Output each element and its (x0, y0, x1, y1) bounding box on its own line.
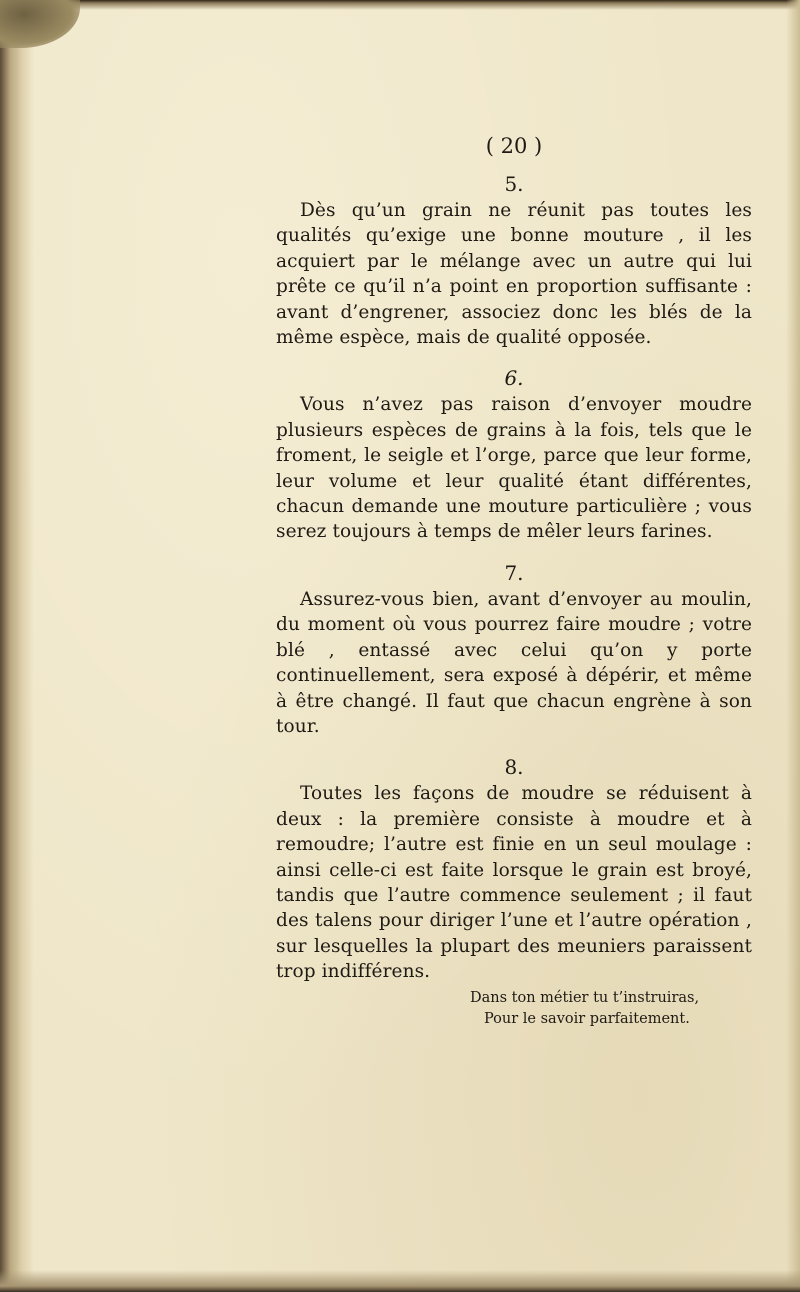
section-number-6: 6. (504, 366, 524, 391)
text-block (276, 128, 752, 999)
page-bottom-edge (0, 1270, 800, 1292)
page-number: ( 20 ) (485, 134, 543, 158)
section-number-5: 5. (504, 172, 524, 196)
paragraph-5: Dès qu’un grain ne réunit pas toutes les qualités qu’exige une bonne mouture , il les acquiert par le mélange avec un autre qui lui prête ce qu’il n’a point en proportion suffisante : avant d’engrener, associez donc les blés de la même espèce, mais de qualité opposée. (276, 200, 752, 349)
corner-stain (0, 0, 80, 48)
paragraph-7: Assurez-vous bien, avant d’envoyer au moulin, du moment où vous pourrez faire moudre ; votre blé , entassé avec celui qu’on y porte continuellement, sera exposé à dépérir, et même à être changé. Il faut que chacun engrène à son tour. (276, 588, 752, 737)
section-number-8: 8. (504, 755, 524, 780)
page-right-edge (786, 0, 800, 1292)
verse-line-1: Dans ton métier tu t’instruiras, (470, 990, 700, 1006)
verse-line-2: Pour le savoir parfaitement. (484, 1011, 690, 1027)
closing-verse (470, 988, 699, 1030)
section-number-7: 7. (504, 560, 524, 585)
page-top-edge (0, 0, 800, 10)
paragraph-8: Toutes les façons de moudre se réduisent à deux : la première consiste à moudre et à remoudre; l’autre est finie en un seul moulage : ainsi celle-ci est faite lorsque le grain est broyé, tandis que l’autre commence seulement ; il faut des talens pour diriger l’une et l’autre opération , sur lesquelles la plupart des meuniers paraissent trop indifférens. (276, 783, 752, 983)
page-left-edge (0, 0, 34, 1292)
paragraph-6: Vous n’avez pas raison d’envoyer moudre plusieurs espèces de grains à la fois, tels que le froment, le seigle et l’orge, parce que leur forme, leur volume et leur qualité étant différentes, chacun demande une mouture particulière ; vous serez toujours à temps de mêler leurs farines. (276, 394, 752, 543)
